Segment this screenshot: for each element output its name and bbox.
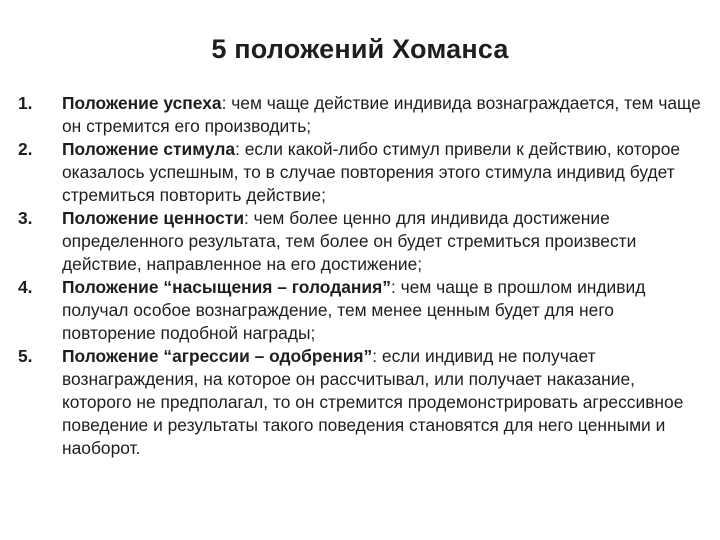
- item-term: Положение стимула: [62, 139, 236, 159]
- list-item: [18, 138, 708, 207]
- item-number: 2.: [18, 139, 33, 159]
- list-item: [18, 276, 708, 345]
- list-item: [18, 345, 708, 460]
- item-term: Положение “агрессии – одобрения”: [62, 346, 373, 366]
- item-term: Положение успеха: [62, 93, 222, 113]
- item-text: : если какой-либо стимул привели к действию, которое оказалось успешным, то в случае повторения этого стимула индивид будет стремиться повторить действие;: [62, 139, 681, 205]
- list-item: [18, 92, 708, 138]
- slide-title: 5 положений Хоманса: [211, 34, 509, 64]
- item-number: 1.: [18, 93, 33, 113]
- item-text: : чем более ценно для индивида достижение определенного результата, тем более он будет стремиться произвести действие, направленное на его достижение;: [62, 208, 637, 274]
- item-text: : чем чаще действие индивида вознаграждается, тем чаще он стремится его производить;: [62, 93, 701, 136]
- item-number: 4.: [18, 277, 33, 297]
- item-term: Положение ценности: [62, 208, 245, 228]
- item-text: : чем чаще в прошлом индивид получал особое вознаграждение, тем менее ценным будет для него повторение подобной награды;: [62, 277, 646, 343]
- item-number: 3.: [18, 208, 33, 228]
- item-text: : если индивид не получает вознаграждения, на которое он рассчитывал, или получает наказание, которого не предполагал, то он стремится продемонстрировать агрессивное поведение и результаты такого поведения становятся для него ценными и наоборот.: [62, 346, 684, 458]
- proposition-list: [18, 92, 708, 460]
- item-term: Положение “насыщения – голодания”: [62, 277, 391, 297]
- item-number: 5.: [18, 346, 33, 366]
- list-item: [18, 207, 708, 276]
